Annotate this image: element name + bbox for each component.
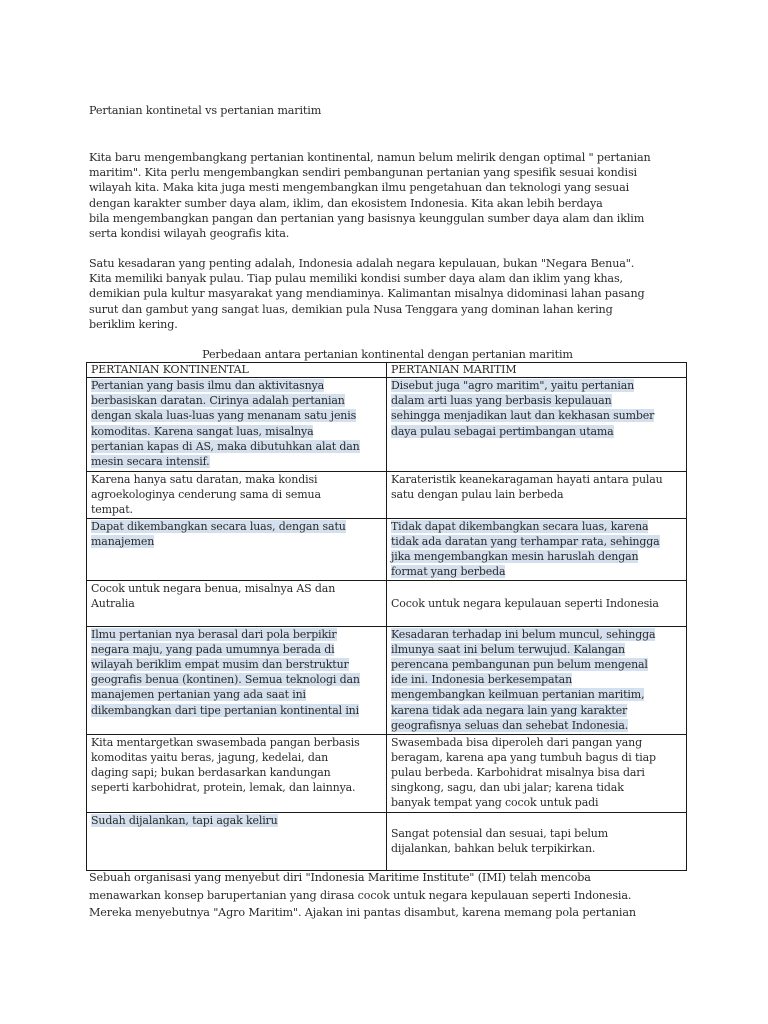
table-cell-continental xyxy=(87,580,387,626)
cell-line: dijalankan, bahkan beluk terpikirkan. xyxy=(391,842,596,856)
table-cell-maritime xyxy=(387,734,687,812)
table-row xyxy=(87,580,687,626)
cell-line: geografis benua (kontinen). Semua teknologi dan xyxy=(91,673,360,687)
cell-line: format yang berbeda xyxy=(391,565,506,579)
text-line: Kita memiliki banyak pulau. Tiap pulau memiliki kondisi sumber daya alam dan iklim yang khas, xyxy=(89,272,623,286)
text-line: serta kondisi wilayah geografis kita. xyxy=(89,227,290,241)
cell-line: beragam, karena apa yang tumbuh bagus di tiap xyxy=(391,750,656,764)
cell-line: negara maju, yang pada umumnya berada di xyxy=(91,642,335,656)
cell-line: Cocok untuk negara benua, misalnya AS dan xyxy=(91,581,336,595)
table-cell-continental xyxy=(87,812,387,870)
table-cell-maritime xyxy=(387,518,687,580)
cell-line: banyak tempat yang cocok untuk padi xyxy=(391,796,599,810)
cell-line: Sangat potensial dan sesuai, tapi belum xyxy=(391,826,609,840)
cell-line: ide ini. Indonesia berkesempatan xyxy=(391,673,573,687)
cell-line: agroekologinya cenderung sama di semua xyxy=(91,488,321,502)
cell-line: mengembangkan keilmuan pertanian maritim, xyxy=(391,688,645,702)
cell-line: berbasiskan daratan. Cirinya adalah pertanian xyxy=(91,394,345,408)
cell-line: karena tidak ada negara lain yang karakter xyxy=(391,703,628,717)
text-line: demikian pula kultur masyarakat yang mendiaminya. Kalimantan misalnya didominasi lahan pasang xyxy=(89,287,645,301)
paragraph-intro xyxy=(89,150,679,241)
cell-line: Dapat dikembangkan secara luas, dengan satu xyxy=(91,519,346,533)
cell-line: Autralia xyxy=(91,596,135,610)
table-row xyxy=(87,626,687,734)
text-line: Satu kesadaran yang penting adalah, Indonesia adalah negara kepulauan, bukan "Negara Benua". xyxy=(89,257,635,270)
header-continental: PERTANIAN KONTINENTAL xyxy=(87,363,387,378)
table-cell-maritime xyxy=(387,626,687,734)
cell-line: Karateristik keanekaragaman hayati antara pulau xyxy=(391,473,663,486)
cell-line: sehingga menjadikan laut dan kekhasan sumber xyxy=(391,409,655,423)
cell-line: dalam arti luas yang berbasis kepulauan xyxy=(391,394,612,408)
table-cell-continental xyxy=(87,518,387,580)
paragraph-archipelago xyxy=(89,256,679,332)
text-line: Mereka menyebutnya "Agro Maritim". Ajakan ini pantas disambut, karena memang pola pertanian xyxy=(89,906,636,919)
cell-line: Swasembada bisa diperoleh dari pangan yang xyxy=(391,735,642,749)
cell-line: manajemen pertanian yang ada saat ini xyxy=(91,688,306,702)
cell-line: Tidak dapat dikembangkan secara luas, karena xyxy=(391,519,649,533)
text-line: menawarkan konsep barupertanian yang dirasa cocok untuk negara kepulauan seperti Indonesia. xyxy=(89,888,632,902)
text-line: surut dan gambut yang sangat luas, demikian pula Nusa Tenggara yang dominan lahan kering xyxy=(89,302,613,316)
cell-line: Pertanian yang basis ilmu dan aktivitasnya xyxy=(91,379,324,392)
table-cell-maritime xyxy=(387,580,687,626)
cell-line: manajemen xyxy=(91,534,155,548)
cell-line: wilayah beriklim empat musim dan berstruktur xyxy=(91,658,349,672)
table-cell-continental xyxy=(87,378,387,472)
cell-line: perencana pembangunan pun belum mengenal xyxy=(391,658,648,672)
cell-line: seperti karbohidrat, protein, lemak, dan lainnya. xyxy=(91,781,356,795)
cell-line: singkong, sagu, dan ubi jalar; karena tidak xyxy=(391,781,624,795)
table-cell-maritime xyxy=(387,472,687,519)
cell-line: jika mengembangkan mesin haruslah dengan xyxy=(391,550,639,564)
text-line: bila mengembangkan pangan dan pertanian yang basisnya keunggulan sumber daya alam dan iklim xyxy=(89,211,645,225)
cell-line: Ilmu pertanian nya berasal dari pola berpikir xyxy=(91,627,337,641)
table-row xyxy=(87,378,687,472)
text-line: wilayah kita. Maka kita juga mesti mengembangkan ilmu pengetahuan dan teknologi yang sesuai xyxy=(89,181,630,195)
cell-line: satu dengan pulau lain berbeda xyxy=(391,488,564,502)
cell-line: komoditas. Karena sangat luas, misalnya xyxy=(91,424,314,438)
cell-line: daya pulau sebagai pertimbangan utama xyxy=(391,424,614,438)
cell-line: tidak ada daratan yang terhampar rata, sehingga xyxy=(391,534,660,548)
table-row xyxy=(87,472,687,519)
cell-line: pulau berbeda. Karbohidrat misalnya bisa dari xyxy=(391,766,645,780)
table-cell-maritime xyxy=(387,812,687,870)
header-maritime: PERTANIAN MARITIM xyxy=(387,363,687,378)
cell-line: Disebut juga "agro maritim", yaitu pertanian xyxy=(391,379,635,392)
table-row xyxy=(87,518,687,580)
comparison-table xyxy=(86,362,687,871)
cell-line: dengan skala luas-luas yang menanam satu jenis xyxy=(91,409,357,423)
cell-line: Sudah dijalankan, tapi agak keliru xyxy=(91,813,278,827)
table-caption: Perbedaan antara pertanian kontinental dengan pertanian maritim xyxy=(202,348,573,361)
table-header-row xyxy=(87,363,687,378)
cell-line: Cocok untuk negara kepulauan seperti Indonesia xyxy=(391,596,659,610)
cell-line: pertanian kapas di AS, maka dibutuhkan alat dan xyxy=(91,439,360,453)
cell-line: komoditas yaitu beras, jagung, kedelai, dan xyxy=(91,750,329,764)
text-line: maritim". Kita perlu mengembangkan sendiri pembangunan pertanian yang spesifik sesuai kondisi xyxy=(89,166,637,180)
table-cell-continental xyxy=(87,626,387,734)
cell-line: dikembangkan dari tipe pertanian kontinental ini xyxy=(91,703,359,717)
text-line: Kita baru mengembangkang pertanian kontinental, namun belum melirik dengan optimal " pertanian xyxy=(89,151,651,164)
cell-line: Kesadaran terhadap ini belum muncul, sehingga xyxy=(391,627,656,641)
cell-line: Karena hanya satu daratan, maka kondisi xyxy=(91,473,318,486)
cell-line: Kita mentargetkan swasembada pangan berbasis xyxy=(91,735,360,749)
text-line: dengan karakter sumber daya alam, iklim, dan ekosistem Indonesia. Kita akan lebih berdaya xyxy=(89,196,603,210)
table-cell-maritime xyxy=(387,378,687,472)
cell-line: daging sapi; bukan berdasarkan kandungan xyxy=(91,766,331,780)
cell-line: tempat. xyxy=(91,503,133,517)
text-line: Sebuah organisasi yang menyebut diri "Indonesia Maritime Institute" (IMI) telah mencoba xyxy=(89,871,591,884)
cell-line: geografisnya seluas dan sehebat Indonesia. xyxy=(391,718,629,732)
table-cell-continental xyxy=(87,472,387,519)
table-row xyxy=(87,734,687,812)
cell-line: ilmunya saat ini belum terwujud. Kalangan xyxy=(391,642,625,656)
paragraph-imi xyxy=(89,869,679,922)
table-cell-continental xyxy=(87,734,387,812)
text-line: beriklim kering. xyxy=(89,317,178,331)
document-title: Pertanian kontinetal vs pertanian maritim xyxy=(89,104,322,117)
cell-line: mesin secara intensif. xyxy=(91,455,210,469)
table-row xyxy=(87,812,687,870)
